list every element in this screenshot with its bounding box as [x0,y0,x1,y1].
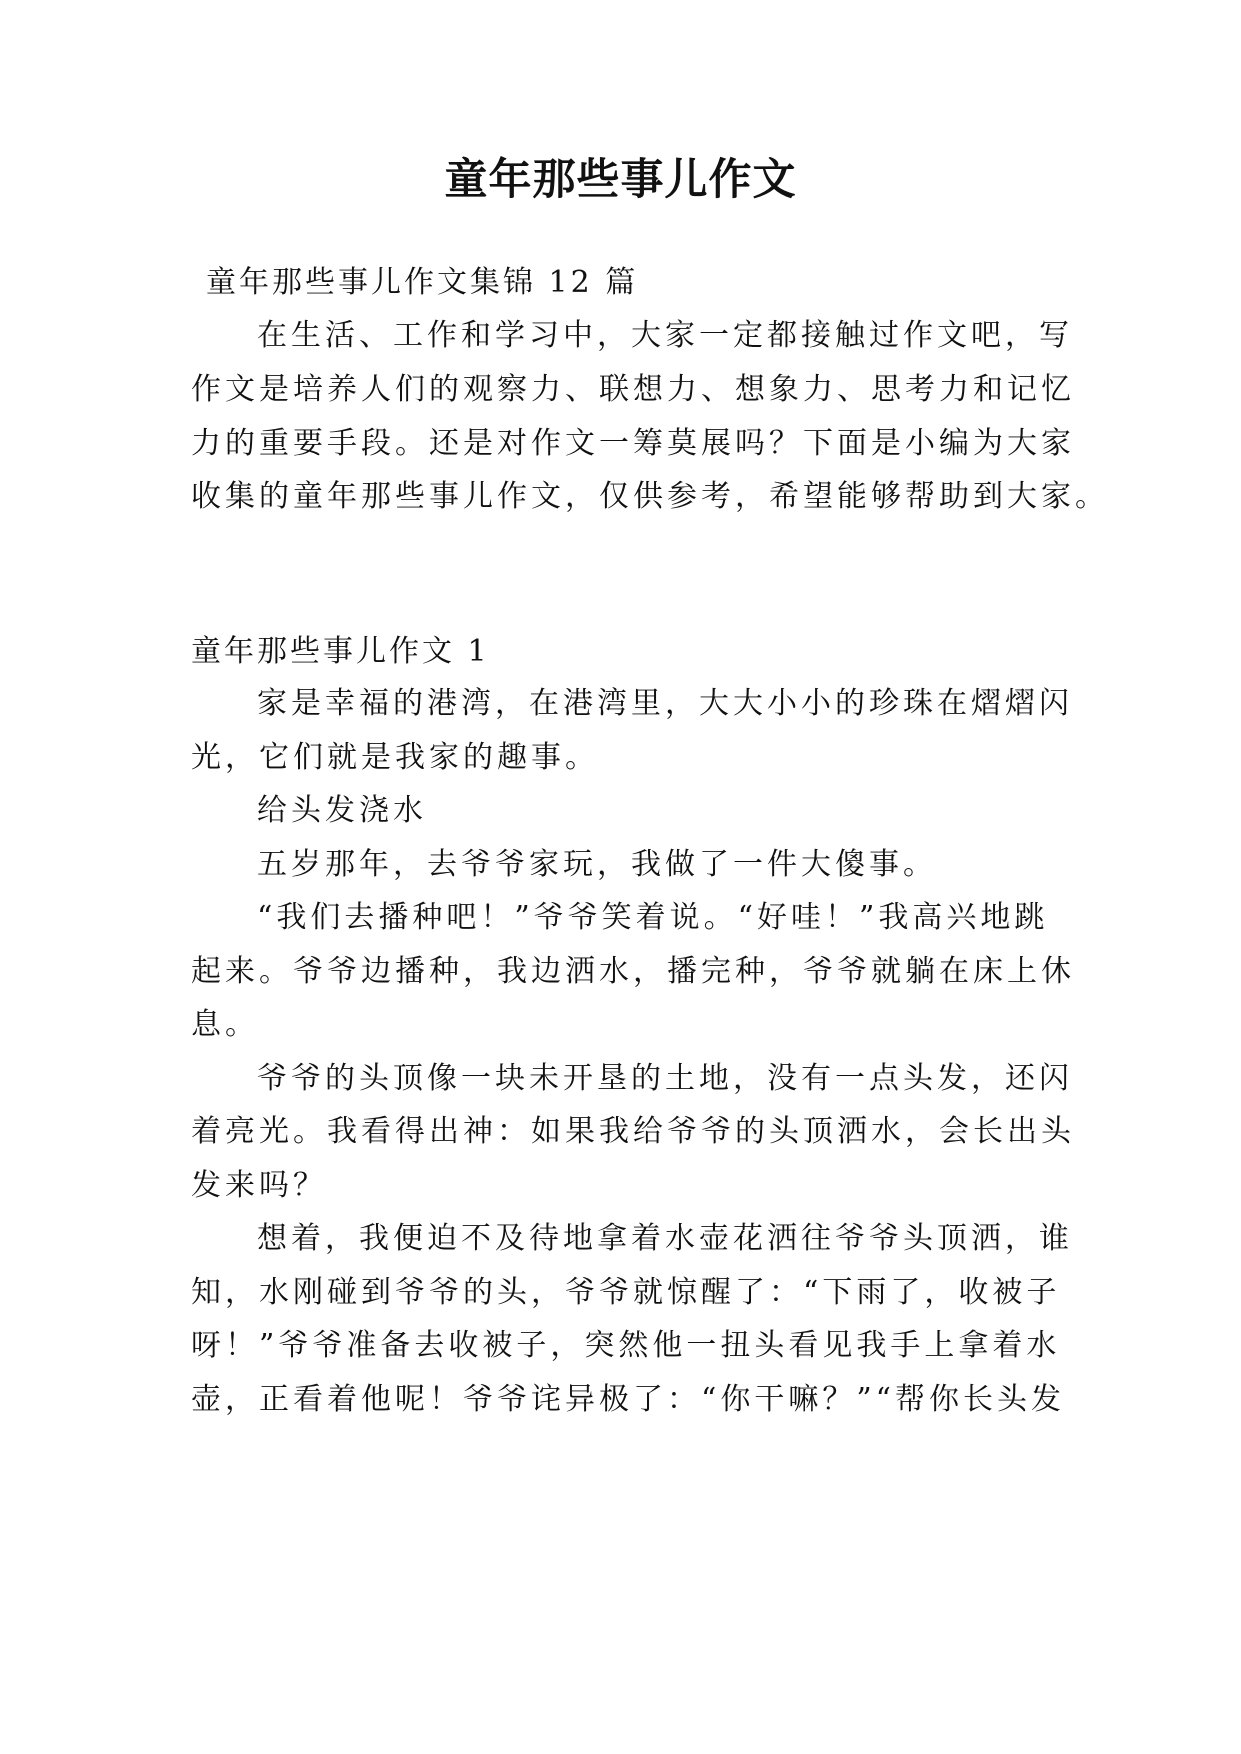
body-line: 壶，正看着他呢！爷爷诧异极了：“你干嘛？”“帮你长头发 [191,1382,1066,1417]
intro-line: 作文是培养人们的观察力、联想力、想象力、思考力和记忆 [191,372,1075,407]
body-line: “我们去播种吧！”爷爷笑着说。“好哇！”我高兴地跳 [257,900,1049,935]
body-line: 起来。爷爷边播种，我边洒水，播完种，爷爷就躺在床上休 [191,954,1075,989]
body-line: 五岁那年，去爷爷家玩，我做了一件大傻事。 [257,847,937,882]
body-line: 发来吗？ [191,1168,327,1203]
body-line: 爷爷的头顶像一块未开垦的土地，没有一点头发，还闪 [257,1061,1073,1096]
intro-line: 力的重要手段。还是对作文一筹莫展吗？下面是小编为大家 [191,426,1075,461]
intro-line: 在生活、工作和学习中，大家一定都接触过作文吧，写 [257,318,1073,353]
document-subtitle: 童年那些事儿作文集锦 12 篇 [206,265,639,300]
section-title: 童年那些事儿作文 1 [191,634,490,669]
body-line: 呀！”爷爷准备去收被子，突然他一扭头看见我手上拿着水 [191,1328,1061,1363]
subheading: 给头发浇水 [257,793,427,828]
body-line: 光，它们就是我家的趣事。 [191,740,599,775]
body-line: 息。 [191,1007,259,1042]
intro-line: 收集的童年那些事儿作文，仅供参考，希望能够帮助到大家。 [191,479,1109,514]
body-line: 着亮光。我看得出神：如果我给爷爷的头顶洒水，会长出头 [191,1114,1075,1149]
body-line: 想着，我便迫不及待地拿着水壶花洒往爷爷头顶洒，谁 [257,1221,1073,1256]
body-line: 知，水刚碰到爷爷的头，爷爷就惊醒了：“下雨了，收被子 [191,1275,1061,1310]
document-title: 童年那些事儿作文 [444,155,797,205]
body-line: 家是幸福的港湾，在港湾里，大大小小的珍珠在熠熠闪 [257,686,1073,721]
